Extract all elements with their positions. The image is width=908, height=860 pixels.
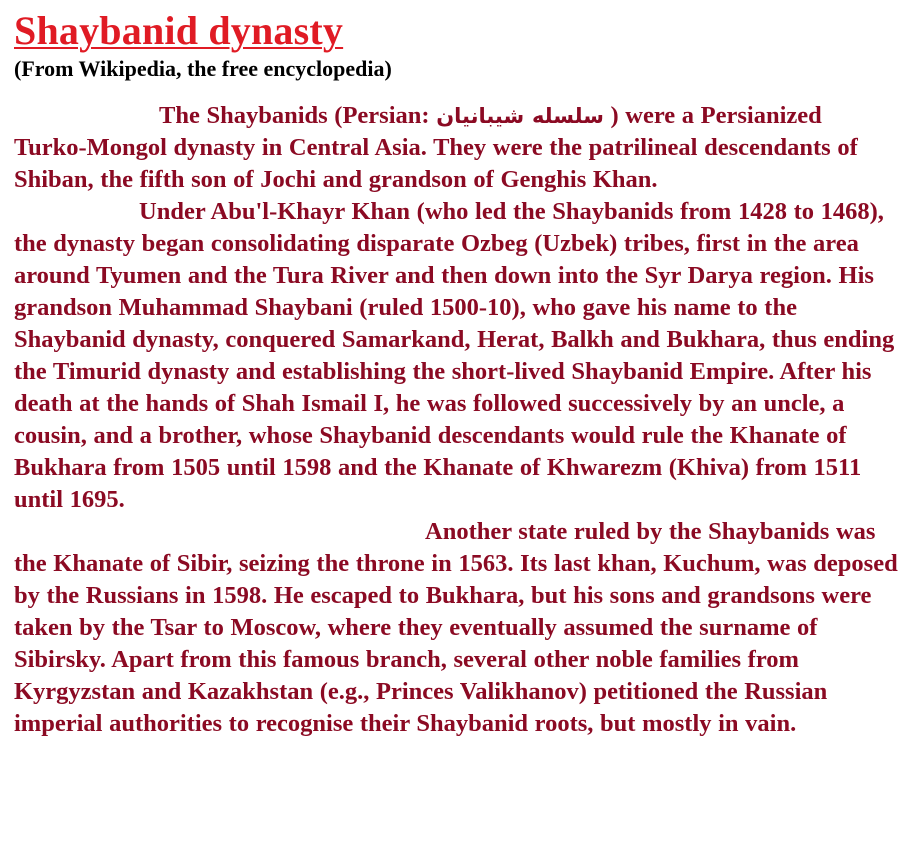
document-page [14, 8, 900, 740]
article-body [14, 100, 900, 740]
page-title: Shaybanid dynasty [14, 8, 344, 53]
paragraph-history: Under Abu'l-Khayr Khan (who led the Shaybanids from 1428 to 1468), the dynasty began consolidating disparate Ozbeg (Uzbek) tribes, first in the area around Tyumen and the Tura River and then down into the Syr Darya region. His grandson Muhammad Shaybani (ruled 1500-10), who gave his name to the Shaybanid dynasty, conquered Samarkand, Herat, Balkh and Bukhara, thus ending the Timurid dynasty and establishing the short-lived Shaybanid Empire. After his death at the hands of Shah Ismail I, he was followed successively by an uncle, a cousin, and a brother, whose Shaybanid descendants would rule the Khanate of Bukhara from 1505 until 1598 and the Khanate of Khwarezm (Khiva) from 1511 until 1695. [14, 198, 895, 513]
paragraph-sibir: Another state ruled by the Shaybanids was the Khanate of Sibir, seizing the throne in 1563. Its last khan, Kuchum, was deposed by the Russians in 1598. He escaped to Bukhara, but his sons and grandsons were taken by the Tsar to Moscow, where they eventually assumed the surname of Sibirsky. Apart from this famous branch, several other noble families from Kyrgyzstan and Kazakhstan (e.g., Princes Valikhanov) petitioned the Russian imperial authorities to recognise their Shaybanid roots, but mostly in vain. [14, 518, 898, 737]
paragraph-intro-text-end: ) were a Persianized Turko-Mongol dynasty in Central Asia. They were the patrilineal descendants of Shiban, the fifth son of Jochi and grandson of Genghis Khan. [14, 102, 858, 193]
paragraph-intro [14, 100, 900, 196]
persian-name: سلسله شیبانیان [436, 104, 604, 128]
paragraph-intro-text-start: The Shaybanids (Persian: [159, 102, 437, 129]
source-note: (From Wikipedia, the free encyclopedia) [14, 56, 392, 81]
